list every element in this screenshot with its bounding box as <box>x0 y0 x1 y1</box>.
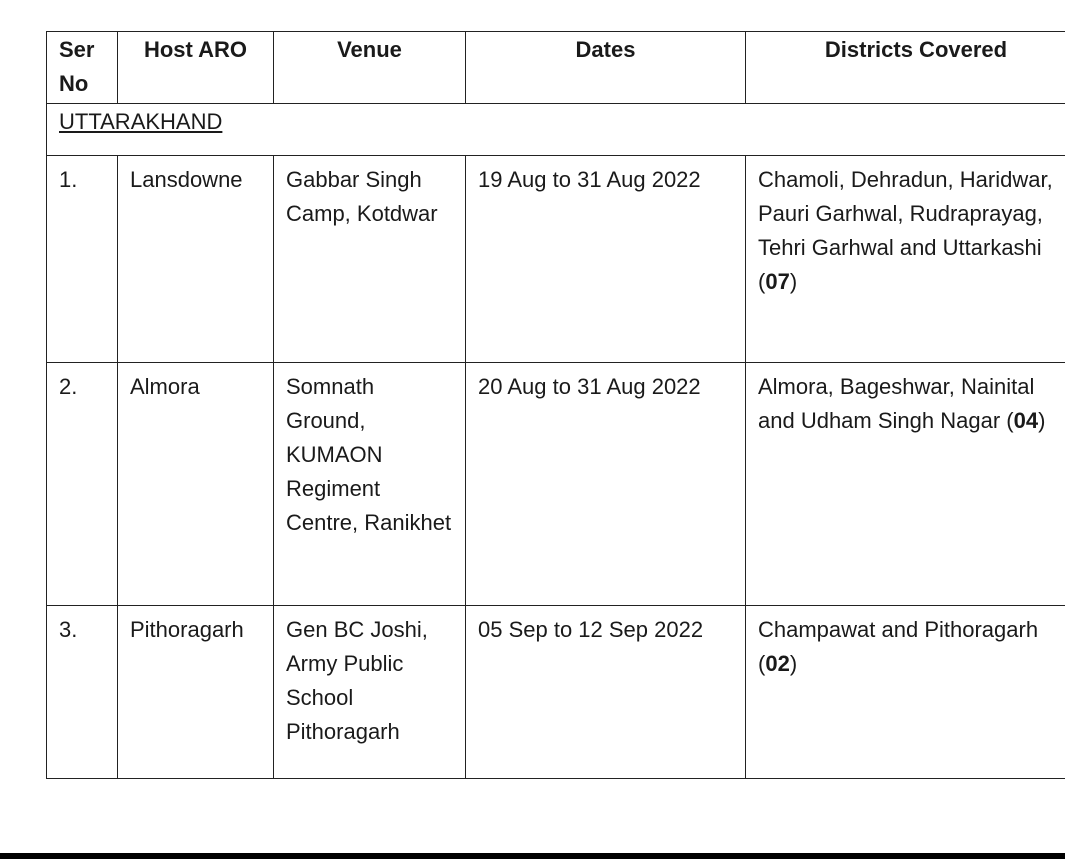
state-name: UTTARAKHAND <box>47 104 1065 156</box>
row-ser: 1. <box>47 156 118 363</box>
table-header-row <box>47 32 1065 104</box>
table-row <box>47 363 1065 606</box>
row-dates: 20 Aug to 31 Aug 2022 <box>466 363 746 606</box>
header-districts-covered: Districts Covered <box>746 32 1065 104</box>
row-host-aro: Pithoragarh <box>118 606 274 779</box>
table-row <box>47 156 1065 363</box>
row-districts: Almora, Bageshwar, Nainital and Udham Singh Nagar (04) <box>746 363 1065 606</box>
row-host-aro: Lansdowne <box>118 156 274 363</box>
row-dates: 19 Aug to 31 Aug 2022 <box>466 156 746 363</box>
districts-text: Chamoli, Dehradun, Haridwar, Pauri Garhwal, Rudraprayag, Tehri Garhwal and Uttarkashi <box>758 167 1053 260</box>
row-ser: 3. <box>47 606 118 779</box>
header-host-aro: Host ARO <box>118 32 274 104</box>
table-row <box>47 606 1065 779</box>
district-count: 02 <box>765 651 790 676</box>
state-section-row <box>47 104 1065 156</box>
header-venue: Venue <box>274 32 466 104</box>
header-dates: Dates <box>466 32 746 104</box>
recruitment-rally-table <box>46 31 1065 779</box>
districts-text: Almora, Bageshwar, Nainital and Udham Singh Nagar <box>758 374 1035 433</box>
row-districts: Chamoli, Dehradun, Haridwar, Pauri Garhwal, Rudraprayag, Tehri Garhwal and Uttarkashi (07) <box>746 156 1065 363</box>
row-venue: Gen BC Joshi, Army Public School Pithoragarh <box>274 606 466 779</box>
row-districts: Champawat and Pithoragarh (02) <box>746 606 1065 779</box>
row-host-aro: Almora <box>118 363 274 606</box>
row-venue: Somnath Ground, KUMAON Regiment Centre, Ranikhet <box>274 363 466 606</box>
districts-text: Champawat and Pithoragarh <box>758 617 1039 642</box>
row-venue: Gabbar Singh Camp, Kotdwar <box>274 156 466 363</box>
bottom-edge-bar <box>0 853 1065 859</box>
row-ser: 2. <box>47 363 118 606</box>
header-ser-no: Ser No <box>47 32 118 104</box>
row-dates: 05 Sep to 12 Sep 2022 <box>466 606 746 779</box>
district-count: 04 <box>1013 408 1039 433</box>
district-count: 07 <box>765 269 790 294</box>
